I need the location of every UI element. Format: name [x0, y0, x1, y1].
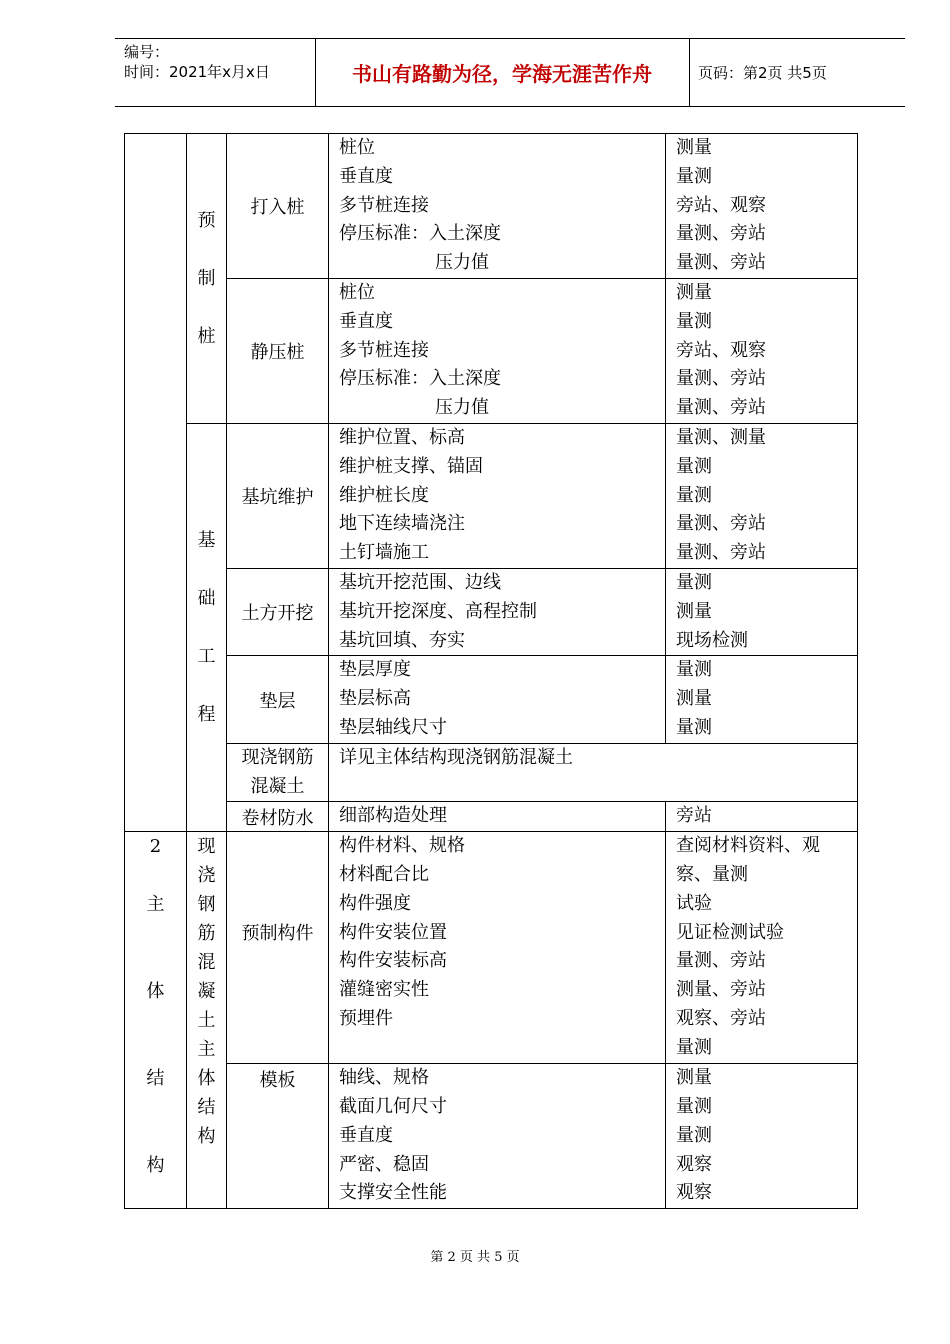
check-cell — [329, 279, 666, 424]
section-number-cell — [125, 832, 187, 1209]
section-number-cell — [125, 134, 187, 832]
method-line: 见证检测试验 — [676, 921, 784, 943]
check-line: 支撑安全性能 — [339, 1182, 447, 1204]
check-line: 多节桩连接 — [339, 194, 429, 216]
method-line: 量测 — [676, 484, 712, 506]
check-cell — [329, 134, 666, 279]
check-cell — [329, 832, 666, 1064]
check-line: 基坑开挖深度、高程控制 — [339, 600, 537, 622]
table-row — [125, 569, 858, 656]
method-line: 量测、旁站 — [676, 397, 766, 419]
check-line: 垫层轴线尺寸 — [339, 716, 447, 738]
method-line: 察、量测 — [676, 863, 748, 885]
subsection-char: 主 — [197, 1039, 216, 1061]
check-line: 细部构造处理 — [339, 805, 447, 827]
check-line: 垫层厚度 — [339, 659, 411, 681]
section-char: 2 — [149, 836, 162, 858]
item-name-cell — [227, 743, 329, 802]
subsection-cell — [187, 134, 227, 424]
method-line: 旁站、观察 — [676, 339, 766, 361]
method-line: 量测、旁站 — [676, 542, 766, 564]
method-line: 查阅材料资料、观 — [676, 835, 820, 857]
subsection-char: 钢 — [197, 894, 216, 916]
method-line: 量测 — [676, 1036, 712, 1058]
subsection-char: 土 — [197, 1010, 216, 1032]
subsection-char: 桩 — [197, 325, 216, 347]
table-row — [125, 656, 858, 743]
subsection-char: 混 — [197, 952, 216, 974]
merged-check-cell — [329, 743, 858, 802]
check-cell — [329, 656, 666, 743]
table-row — [125, 832, 858, 1064]
subsection-char: 凝 — [197, 981, 216, 1003]
method-line: 观察 — [676, 1153, 712, 1175]
item-name-cell: 卷材防水 — [227, 802, 329, 832]
check-line: 构件强度 — [339, 892, 411, 914]
check-line: 停压标准：入土深度 — [339, 223, 501, 245]
check-line: 构件安装位置 — [339, 921, 447, 943]
method-cell — [666, 656, 858, 743]
item-name-cell: 打入桩 — [227, 134, 329, 279]
check-line: 轴线、规格 — [339, 1067, 429, 1089]
subsection-char: 构 — [197, 1126, 216, 1148]
check-cell — [329, 1064, 666, 1209]
check-line: 维护位置、标高 — [339, 427, 465, 448]
check-line: 垂直度 — [339, 310, 393, 332]
item-name-cell: 基坑维护 — [227, 424, 329, 569]
subsection-char: 基 — [197, 529, 216, 551]
subsection-cell — [187, 832, 227, 1209]
check-line: 严密、稳固 — [339, 1153, 429, 1175]
time-label: 时间：2021年x月x日 — [124, 63, 270, 81]
header-page-info: 页码：第2页 共5页 — [698, 63, 827, 82]
table-row — [125, 802, 858, 832]
section-char: 体 — [146, 981, 165, 1003]
method-cell — [666, 279, 858, 424]
method-line: 量测 — [676, 455, 712, 477]
item-name-cell: 静压桩 — [227, 279, 329, 424]
header-motto: 书山有路勤为径，学海无涯苦作舟 — [352, 61, 652, 86]
method-line: 试验 — [676, 892, 712, 914]
header-divider — [689, 38, 690, 106]
check-line: 多节桩连接 — [339, 339, 429, 361]
method-line: 观察 — [676, 1182, 712, 1204]
check-line: 地下连续墙浇注 — [339, 513, 465, 535]
method-line: 量测、旁站 — [676, 252, 766, 274]
inspection-table — [124, 133, 858, 1209]
method-line: 测量 — [676, 1067, 712, 1089]
check-line: 压力值 — [435, 397, 489, 419]
number-label: 编号： — [124, 43, 170, 61]
method-line: 旁站、观察 — [676, 194, 766, 216]
page-footer: 第 2 页 共 5 页 — [430, 1250, 520, 1265]
check-line: 桩位 — [339, 137, 375, 158]
check-line: 基坑回填、夯实 — [339, 629, 465, 651]
check-line: 压力值 — [435, 252, 489, 274]
check-line: 构件安装标高 — [339, 950, 447, 972]
item-name-cell: 土方开挖 — [227, 569, 329, 656]
check-line: 维护桩长度 — [339, 484, 429, 506]
table-row — [125, 1064, 858, 1209]
check-line: 基坑开挖范围、边线 — [339, 572, 501, 593]
subsection-cell — [187, 424, 227, 832]
table-row — [125, 134, 858, 279]
method-cell — [666, 134, 858, 279]
check-line: 材料配合比 — [339, 863, 429, 885]
method-line: 量测 — [676, 716, 712, 738]
method-line: 测量 — [676, 688, 712, 710]
check-line: 维护桩支撑、锚固 — [339, 455, 483, 477]
method-line: 量测、旁站 — [676, 513, 766, 535]
method-line: 测量 — [676, 282, 712, 303]
method-cell — [666, 1064, 858, 1209]
table-row — [125, 424, 858, 569]
method-line: 量测 — [676, 310, 712, 332]
check-cell — [329, 569, 666, 656]
method-line: 量测、旁站 — [676, 223, 766, 245]
item-name-line: 混凝土 — [250, 775, 305, 797]
subsection-char: 预 — [197, 209, 216, 231]
method-line: 量测 — [676, 1124, 712, 1146]
item-name-line: 现浇钢筋 — [241, 746, 314, 768]
check-line: 截面几何尺寸 — [339, 1095, 447, 1117]
method-cell — [666, 424, 858, 569]
check-line: 桩位 — [339, 282, 375, 303]
check-line: 垂直度 — [339, 1124, 393, 1146]
table-row — [125, 743, 858, 802]
method-line: 量测 — [676, 1095, 712, 1117]
subsection-char: 筋 — [197, 923, 216, 945]
method-line: 量测、旁站 — [676, 950, 766, 972]
method-cell — [666, 802, 858, 832]
check-cell — [329, 424, 666, 569]
subsection-char: 体 — [197, 1068, 216, 1090]
method-line: 测量、旁站 — [676, 979, 766, 1001]
section-char: 构 — [146, 1155, 165, 1177]
header-bottom-rule — [115, 106, 905, 107]
item-name-cell: 模板 — [227, 1064, 329, 1209]
method-line: 量测 — [676, 165, 712, 187]
method-line: 现场检测 — [676, 629, 748, 651]
method-line: 量测、旁站 — [676, 368, 766, 390]
subsection-char: 工 — [197, 645, 216, 667]
check-line: 停压标准：入土深度 — [339, 368, 501, 390]
section-char: 结 — [146, 1068, 165, 1090]
header-meta — [124, 42, 270, 82]
check-line: 预埋件 — [339, 1007, 393, 1029]
method-line: 量测、测量 — [676, 427, 766, 448]
subsection-char: 础 — [197, 587, 216, 609]
check-line: 垂直度 — [339, 165, 393, 187]
method-line: 量测 — [676, 572, 712, 593]
method-cell — [666, 569, 858, 656]
subsection-char: 制 — [197, 267, 216, 289]
item-name-cell: 预制构件 — [227, 832, 329, 1064]
check-line: 土钉墙施工 — [339, 542, 429, 564]
check-line: 构件材料、规格 — [339, 835, 465, 857]
table-row — [125, 279, 858, 424]
method-line: 旁站 — [676, 805, 712, 827]
section-char: 主 — [146, 894, 165, 916]
subsection-char: 浇 — [197, 865, 216, 887]
method-line: 量测 — [676, 659, 712, 681]
subsection-char: 结 — [197, 1097, 216, 1119]
method-cell — [666, 832, 858, 1064]
check-line: 灌缝密实性 — [339, 979, 429, 1001]
subsection-char: 程 — [197, 703, 216, 725]
method-line: 测量 — [676, 137, 712, 158]
check-line: 详见主体结构现浇钢筋混凝土 — [339, 746, 573, 768]
method-line: 观察、旁站 — [676, 1007, 766, 1029]
method-line: 测量 — [676, 600, 712, 622]
check-cell — [329, 802, 666, 832]
subsection-char: 现 — [197, 836, 216, 858]
item-name-cell: 垫层 — [227, 656, 329, 743]
check-line: 垫层标高 — [339, 688, 411, 710]
